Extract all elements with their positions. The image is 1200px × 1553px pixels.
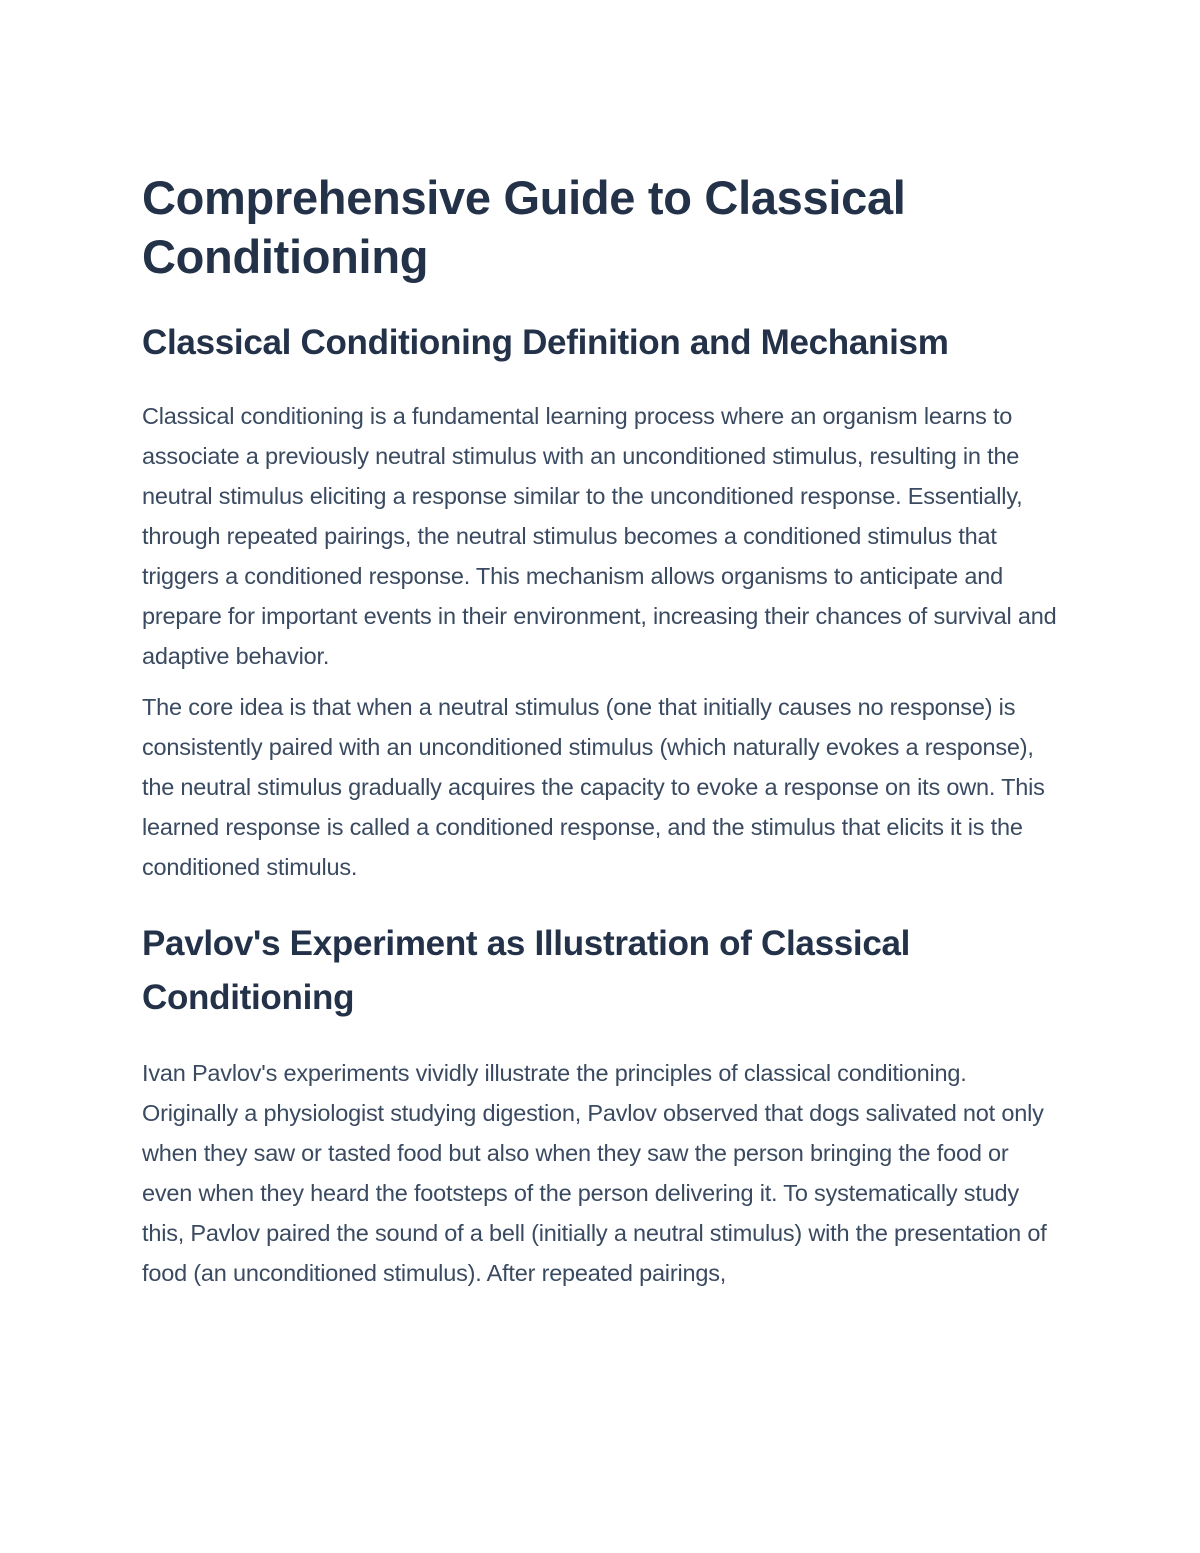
paragraph-definition-2: The core idea is that when a neutral stimulus (one that initially causes no response) is consistently paired with an unconditioned stimulus (which naturally evokes a response), the neutral stimulus gradually acquires the capacity to evoke a response on its own. This learned response is called a conditioned response, and the stimulus that elicits it is the conditioned stimulus. [142,694,1045,880]
document-title: Comprehensive Guide to Classical Conditioning [142,171,906,283]
paragraph-pavlov-1: Ivan Pavlov's experiments vividly illustrate the principles of classical conditioning. Originally a physiologist studying digestion, Pavlov observed that dogs salivated not only when they saw or tasted food but also when they saw the person bringing the food or even when they heard the footsteps of the person delivering it. To systematically study this, Pavlov paired the sound of a bell (initially a neutral stimulus) with the presentation of food (an unconditioned stimulus). After repeated pairings, [142,1060,1047,1286]
section-heading-definition: Classical Conditioning Definition and Mechanism [142,323,949,362]
section-heading-pavlov: Pavlov's Experiment as Illustration of Classical Conditioning [142,924,911,1017]
document-page [142,168,1062,1293]
paragraph-definition-1: Classical conditioning is a fundamental learning process where an organism learns to associate a previously neutral stimulus with an unconditioned stimulus, resulting in the neutral stimulus eliciting a response similar to the unconditioned response. Essentially, through repeated pairings, the neutral stimulus becomes a conditioned stimulus that triggers a conditioned response. This mechanism allows organisms to anticipate and prepare for important events in their environment, increasing their chances of survival and adaptive behavior. [142,403,1057,669]
